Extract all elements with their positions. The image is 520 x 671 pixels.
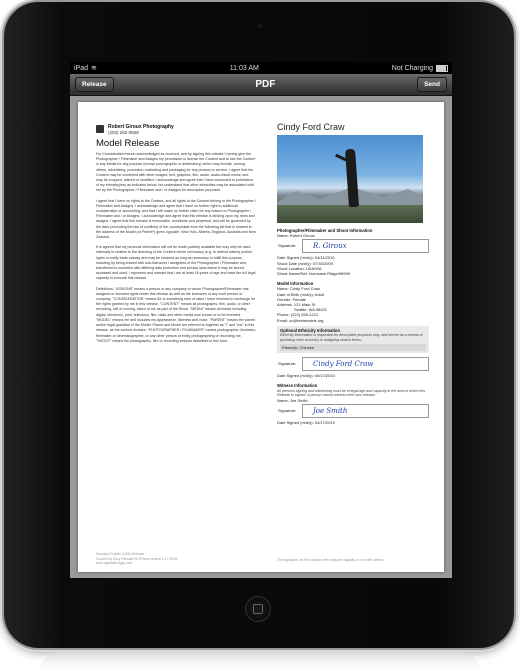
info-row: Date Signed (m/d/y): 04/11/2010 bbox=[277, 255, 335, 261]
release-text-column bbox=[96, 124, 256, 349]
studio-name: Robert Giroux Photography bbox=[108, 124, 174, 130]
details-column bbox=[277, 122, 429, 425]
home-square-icon bbox=[253, 604, 263, 614]
photographer-signature-box bbox=[278, 239, 429, 253]
nav-title: PDF bbox=[255, 79, 276, 90]
ethnicity-heading: Optional Ethnicity Information bbox=[280, 327, 341, 333]
signature-label: Signature: bbox=[278, 408, 297, 414]
device-reflection bbox=[40, 652, 480, 671]
info-row: Shoot Date (m/d/y): 07/30/2009 bbox=[277, 260, 333, 266]
ethnicity-value: Ethnicity: Chinese bbox=[280, 344, 426, 351]
info-row: Address: 121 Main St bbox=[277, 302, 316, 308]
signature-label: Signature: bbox=[278, 361, 297, 367]
ethnicity-block bbox=[277, 326, 429, 353]
info-row: Email: cc@testmodels.org bbox=[277, 317, 324, 323]
clock: 11:03 AM bbox=[229, 64, 259, 72]
studio-phone: (202) 262-0828 bbox=[108, 130, 139, 135]
document-title: Model Release bbox=[96, 138, 160, 149]
witness-name: Name: Joe Smith bbox=[277, 397, 308, 403]
status-bar bbox=[70, 62, 452, 74]
witness-heading: Witness Information bbox=[277, 383, 318, 389]
footer-line: Created by Easy Release for iPhone version 1.6 / 03/09 bbox=[96, 556, 178, 561]
release-paragraph: For Consideration herein acknowledged as received, and by signing this release I hereby give the Photographer / Filmmaker and Assigns my permission to license the Content and to use the Content in any Media for any purpose (except pornographic or defamatory) which may include, among others, advertising, promotion, marketing and packaging for any product or service. I agree that the Content may be combined with other images, text, graphics, film, audio, audio-visual works; and may be cropped, altered or modified. I acknowledge and agree that I have consented to publication of my ethnicity(ies) as indicated below, but understand that other ethnicities may be associated with me by the Photographer / Filmmaker and / or Assigns for descriptive purposes. bbox=[96, 152, 256, 193]
charging-status: Not Charging bbox=[391, 64, 433, 72]
info-row: Phone: (222) 555-1212 bbox=[277, 312, 319, 318]
studio-logo-icon bbox=[96, 125, 104, 133]
studio-header bbox=[96, 124, 256, 135]
document-footer bbox=[96, 552, 177, 566]
model-name-heading: Cindy Ford Craw bbox=[277, 122, 345, 132]
wifi-icon: ≋ bbox=[91, 65, 97, 72]
footer-line: www.applicationgap.com bbox=[96, 561, 133, 565]
signature-footnote: The signatures on this release were captured digitally on a mobile device. bbox=[277, 558, 385, 562]
witness-note: All persons signing and witnessing must be of legal age and capacity in the area in which this Release is signed. A person cannot witness their own release. bbox=[277, 388, 426, 398]
info-row: Shoot Name/Ref: Hurricane Ridge/99999 bbox=[277, 271, 350, 277]
witness-signature: Joe Smith bbox=[313, 407, 348, 416]
navigation-bar bbox=[70, 74, 452, 96]
send-button[interactable]: Send bbox=[417, 77, 447, 92]
carrier-label: iPad bbox=[74, 64, 89, 72]
release-paragraph: It is agreed that my personal information will not be made publicly available but may only be used internally in relation to the licensing of the Content where necessary (e.g. to defend claims) protect rights or notify trade uneasy and may be retained as long as necessary to fulfill this purpose, including by being shared with sub-licensees / assignees of the Photographer / Filmmaker and transferred to countries with differing data protection and privacy laws where it may be stored, accessed and used. I represent and warrant that I am at least 18 years of age and have the full legal capacity to execute this release. bbox=[96, 245, 256, 281]
release-back-button[interactable]: Release bbox=[75, 77, 114, 92]
model-signature: Cindy Ford Craw bbox=[313, 360, 374, 369]
info-row: Date of Birth (m/d/y): Adult bbox=[277, 291, 324, 297]
info-row: Date Signed (m/d/y): 04/17/2010 bbox=[277, 373, 335, 379]
release-paragraph: Definitions: "ASSIGNS" means a person or any company to whom Photographer/Filmmaker has assigned or licensed rights under this release as well as the licensees of any such person or company. "CONSIDERATION" means $1 or something else of value I have received in exchange for the rights granted by me in this release. "CONTENT" means all photographs, film, audio, or other recording, still or moving, taken of me as part of the Shoot. "MEDIA" means all media including digital, electronic, print, television, film, radio and other media now known or to be invented. "MODEL" means me and includes my appearance, likeness and voice. "PARENT" means the parent and/or legal guardian of the Model. Parent and Model are referred to together as "I" and "me" in this release, as the context dictates. "PHOTOGRAPHER / FILMMAKER" means photographer, illustrator, filmmaker or cinematographer, or any other person or entity photographing or recording me. "SHOOT" means the photographic, film or recording session described in this form. bbox=[96, 286, 256, 343]
signature-label: Signature: bbox=[278, 243, 297, 249]
battery-fill bbox=[437, 66, 447, 71]
front-camera bbox=[258, 24, 262, 28]
ethnicity-note: Ethnicity information is requested for descriptive purposes only, and serves as a means of providing more accuracy in assigning search terms. bbox=[280, 333, 423, 342]
home-button[interactable] bbox=[245, 596, 271, 622]
witness-signature-box bbox=[278, 404, 429, 418]
model-photo bbox=[277, 135, 423, 223]
info-row: Shoot Location: USA/WA bbox=[277, 265, 322, 271]
photographer-heading: Photographer/Filmmaker and Shoot Information bbox=[277, 228, 373, 233]
info-row: Name: Cindy Ford Craw bbox=[277, 286, 320, 292]
footer-line: Standard English (USA) Release bbox=[96, 552, 145, 556]
battery-icon bbox=[436, 65, 448, 72]
pdf-page[interactable] bbox=[78, 102, 444, 572]
photographer-name: Name: Robert Giroux bbox=[277, 233, 315, 239]
info-row: Gender: Female bbox=[277, 296, 306, 302]
ipad-screen bbox=[70, 62, 452, 578]
release-paragraph: I agree that I have no rights to the Content, and all rights to the Content belong to the Photographer / Filmmaker and Assigns. I acknowledge and agree that I have no further right to additional consideration or accounting, and that I will make no further claim for any reason to Photographer / Filmmaker and / or Assigns. I acknowledge and agree that this release is binding upon my heirs and assigns. I agree that this release is irrevocable, worldwide and perpetual, and will be governed by the laws (excluding the law of conflicts) of the country/state from the following list that is nearest to the address of the Model (or Parent*) given opposite: New York, Alberta, England, Australia and New Zealand. bbox=[96, 198, 256, 240]
model-info-heading: Model Information bbox=[277, 281, 314, 287]
info-row: Seattle, WA 98101 bbox=[294, 307, 327, 313]
model-signature-box bbox=[278, 357, 429, 371]
info-row: Date Signed (m/d/y): 04/17/2010 bbox=[277, 420, 335, 426]
photographer-signature: R. Giroux bbox=[313, 242, 347, 251]
